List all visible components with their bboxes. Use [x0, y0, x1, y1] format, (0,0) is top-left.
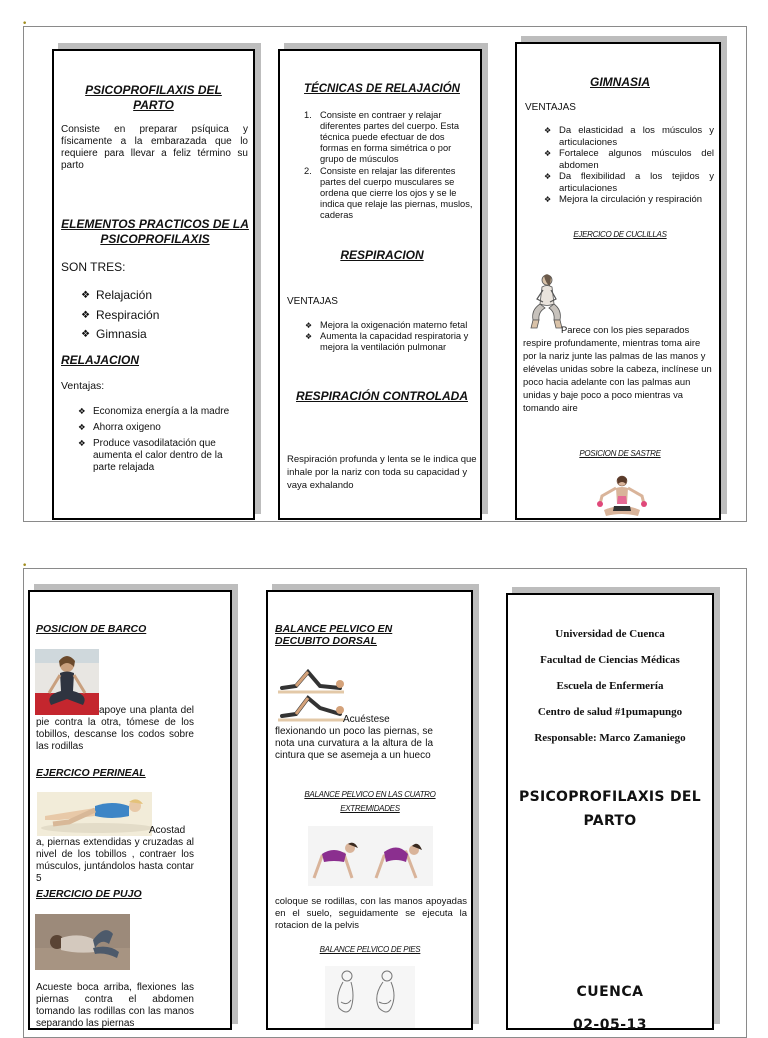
subtitle-cuatro-extremidades: BALANCE PELVICO EN LAS CUATRO EXTREMIDADES — [304, 790, 436, 813]
cuatro-extremidades-paragraph: coloque se rodillas, con las manos apoyadas en el suelo, seguidamente se ejecuta la rotacion de la pelvis — [275, 896, 467, 931]
barco-paragraph: apoye una planta del pie contra la otra, tómese de los tobillos, descanse los codos sobre las rodillas — [36, 705, 194, 752]
panel-cover — [506, 593, 714, 1033]
panel-posiciones — [28, 590, 232, 1030]
list-item: ❖ Mejora la circulación y respiración — [544, 194, 714, 206]
ventajas-label: Ventajas: — [61, 380, 105, 392]
ventajas-list — [78, 406, 244, 474]
list-item: ❖ Economiza energía a la madre — [78, 406, 244, 418]
pujo-paragraph: Acueste boca arriba, flexiones las piernas contra el abdomen tomando las rodillas con las manos separando las piernas — [36, 982, 194, 1029]
cover-date: 02-05-13 — [572, 1017, 648, 1033]
section-title-respiracion: RESPIRACION — [340, 248, 424, 262]
subtitle-cuclillas: EJERCICO DE CUCLILLAS — [573, 230, 667, 239]
corner-mark-icon: • — [22, 19, 28, 29]
list-item: 1. Consiste en contraer y relajar diferentes partes del cuerpo. Esta técnica puede efectuar de dos formas en forma simétrica o por grupo de músculos — [304, 110, 460, 164]
responsible-name: Responsable: Marco Zamaniego — [534, 732, 686, 744]
list-item: ❖ Aumenta la capacidad respiratoria y mejora la ventilación pulmonar — [305, 331, 475, 353]
list-item: ❖ Produce vasodilatación que aumenta el calor dentro de la parte relajada — [78, 438, 244, 474]
cuclillas-paragraph: Parece con los pies separados respire profundamente, mientras toma aire por la nariz junte las palmas de las manos y elévelas unidas sobre la cabeza, inclínese un poco hacia adelante con las palmas aun unidas y baje poco a poco mientras va tomando aire — [523, 324, 712, 413]
list-item: ❖ Gimnasia — [81, 325, 241, 345]
intro-paragraph: Consiste en preparar psíquica y físicamente a la embarazada que lo requiere para llevar a feliz término su parto — [61, 124, 248, 171]
section-title-pujo: EJERCICIO DE PUJO — [36, 888, 142, 900]
controlada-paragraph: Respiración profunda y lenta se le indica que inhale por la nariz con toda su capacidad y vaya exhalando — [287, 454, 477, 491]
list-item: 2. Consiste en relajar las diferentes partes del cuerpo musculares se ordena que cierre los ojos y se le indica que relaje las piernas, muslos, caderas — [304, 166, 473, 220]
school-name: Escuela de Enfermería — [556, 680, 664, 692]
son-tres-label: SON TRES: — [61, 260, 126, 274]
cover-city: CUENCA — [576, 984, 644, 1000]
section-title-gimnasia: GIMNASIA — [590, 75, 650, 89]
four-limbs-figure-image — [308, 826, 433, 886]
pushing-exercise-photo — [35, 914, 130, 970]
section-title-psicoprofilaxis: PSICOPROFILAXIS DEL PARTO — [85, 83, 222, 112]
tailor-position-figure-image — [594, 474, 650, 520]
pelvic-tilt-figure-1 — [278, 664, 344, 694]
panel-psicoprofilaxis — [52, 49, 255, 520]
list-item: ❖ Mejora la oxigenación materno fetal — [305, 320, 475, 331]
elements-list — [81, 286, 241, 345]
list-item: ❖ Da flexibilidad a los tejidos y articulaciones — [544, 171, 714, 194]
ventajas-label: VENTAJAS — [525, 102, 576, 113]
panel-tecnicas — [278, 49, 482, 520]
list-item: ❖ Respiración — [81, 306, 241, 326]
section-title-barco: POSICION DE BARCO — [36, 623, 147, 635]
section-title-relajacion: RELAJACION — [61, 353, 140, 367]
university-name: Universidad de Cuenca — [555, 628, 665, 640]
section-title-balance-dorsal: BALANCE PELVICO EN DECUBITO DORSAL — [275, 623, 393, 647]
corner-mark-icon: • — [22, 561, 28, 571]
faculty-name: Facultad de Ciencias Médicas — [540, 654, 680, 666]
list-item: ❖ Da elasticidad a los músculos y articulaciones — [544, 125, 714, 148]
health-center-name: Centro de salud #1pumapungo — [537, 706, 683, 718]
section-title-tecnicas: TÉCNICAS DE RELAJACIÓN — [304, 83, 460, 95]
list-item: ❖ Ahorra oxigeno — [78, 422, 244, 434]
subtitle-sastre: POSICION DE SASTRE — [579, 449, 661, 458]
list-item: ❖ Relajación — [81, 286, 241, 306]
section-title-respiracion-controlada: RESPIRACIÓN CONTROLADA — [295, 389, 468, 403]
section-title-elementos: ELEMENTOS PRACTICOS DE LA PSICOPROFILAXIS — [61, 217, 249, 246]
tecnicas-list — [304, 110, 474, 221]
subtitle-balance-de-pies: BALANCE PELVICO DE PIES — [319, 945, 421, 954]
panel-balance-pelvico — [266, 590, 473, 1030]
ventajas-label: VENTAJAS — [287, 296, 338, 307]
section-title-perineal: EJERCICO PERINEAL — [36, 767, 146, 779]
panel-gimnasia — [515, 42, 721, 520]
ventajas-list — [544, 125, 714, 206]
standing-pelvic-tilt-figure-image — [325, 966, 415, 1028]
perineal-paragraph: Acostad a, piernas extendidas y cruzadas al nivel de los tobillos , contraer los músculos, juntándolos hasta contar 5 — [36, 825, 194, 884]
list-item: ❖ Fortalece algunos músculos del abdomen — [544, 148, 714, 171]
ventajas-list — [305, 320, 475, 353]
cover-title: PSICOPROFILAXIS DEL PARTO — [519, 789, 701, 829]
balance-dorsal-paragraph: Acuéstese flexionando un poco las piernas, se nota una curvatura a la altura de la cintura que se asemeja a un hueco — [275, 714, 433, 761]
institution-block — [508, 628, 712, 758]
